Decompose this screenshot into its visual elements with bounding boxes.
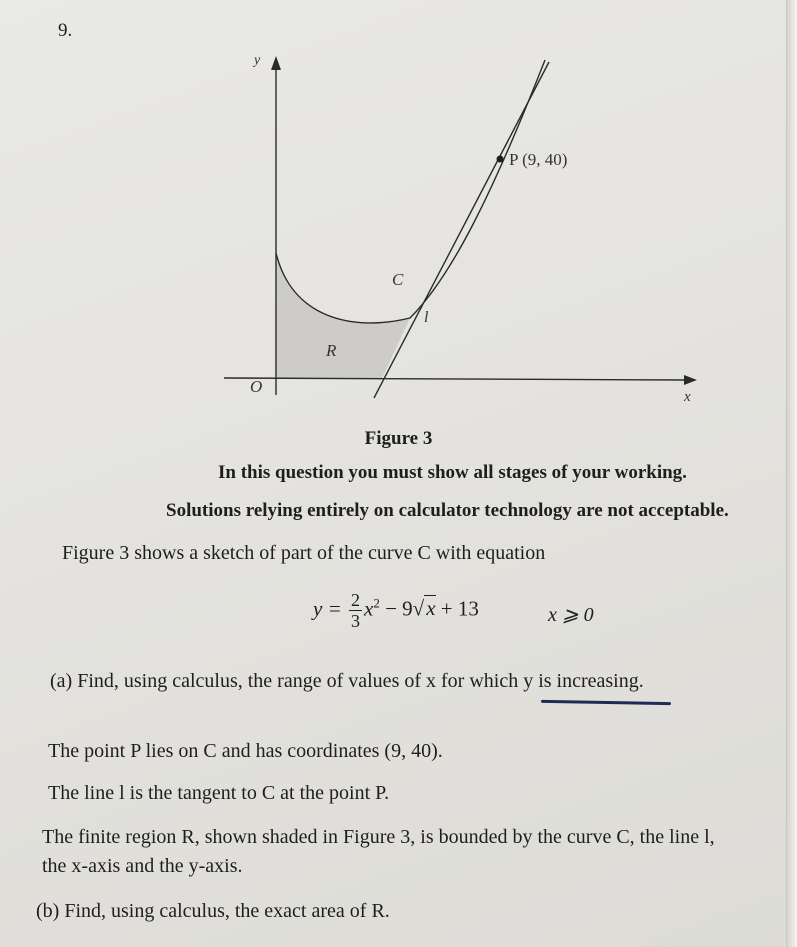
- equation-radicand: x: [426, 596, 436, 621]
- page-edge: [786, 0, 797, 947]
- equation-x-term: x: [364, 596, 374, 621]
- figure-caption: Figure 3: [364, 428, 433, 449]
- equation-power: 2: [373, 595, 380, 611]
- sqrt-symbol: √: [412, 596, 425, 621]
- y-axis-label: y: [254, 53, 261, 68]
- curve-equation: [313, 590, 479, 631]
- region-r-shading: [276, 253, 410, 378]
- y-axis-arrow: [271, 56, 281, 70]
- curve-label: C: [392, 270, 404, 289]
- region-text-line-2: the x-axis and the y-axis.: [42, 855, 243, 877]
- region-label: R: [326, 341, 337, 360]
- tangent-line-l: [374, 62, 549, 398]
- figure-3-graph: [0, 0, 797, 460]
- part-a: (a) Find, using calculus, the range of values of x for which y is increasing.: [50, 670, 644, 692]
- instruction-line-1: In this question you must show all stages of your working.: [218, 462, 687, 483]
- equation-condition: x ⩾ 0: [548, 604, 594, 626]
- fraction-numerator: 2: [351, 590, 360, 610]
- part-b: (b) Find, using calculus, the exact area of R.: [36, 900, 390, 922]
- x-axis-arrow: [684, 375, 697, 385]
- fraction-denominator: 3: [351, 611, 360, 631]
- region-text-line-1: The finite region R, shown shaded in Figure 3, is bounded by the curve C, the line l,: [42, 826, 715, 848]
- question-number: 9.: [58, 20, 73, 41]
- equation-fraction: [349, 590, 362, 631]
- x-axis-label: x: [684, 389, 691, 405]
- equation-term2: − 9: [385, 596, 413, 621]
- curve-c: [276, 60, 545, 323]
- point-p: [497, 156, 504, 163]
- equation-lhs: y =: [313, 596, 342, 621]
- intro-text: Figure 3 shows a sketch of part of the curve C with equation: [62, 542, 546, 564]
- statement-point-p: The point P lies on C and has coordinates (9, 40).: [48, 740, 443, 762]
- line-label: l: [424, 309, 429, 326]
- origin-label: O: [250, 377, 263, 396]
- pen-underline: [541, 700, 671, 705]
- point-p-label: P (9, 40): [509, 150, 568, 169]
- x-axis: [224, 378, 690, 380]
- instruction-line-2: Solutions relying entirely on calculator technology are not acceptable.: [166, 500, 729, 521]
- equation-term3: + 13: [440, 596, 479, 621]
- statement-tangent: The line l is the tangent to C at the point P.: [48, 782, 390, 804]
